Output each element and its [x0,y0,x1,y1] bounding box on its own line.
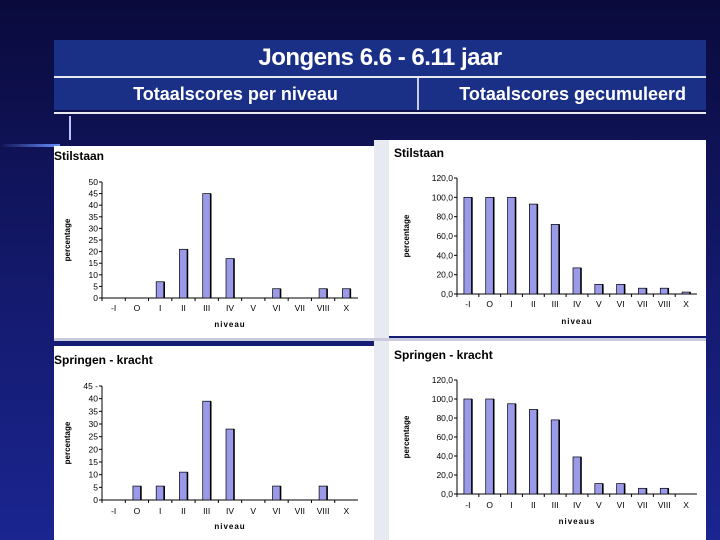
x-tick-label: I [510,500,513,510]
x-tick-label: -I [111,506,117,516]
chart-title: Springen - kracht [394,348,493,362]
x-tick-label: VII [294,506,306,516]
x-axis-label: niveaus [558,517,596,526]
bar [573,268,581,294]
y-tick-label: 45 [88,188,98,199]
x-tick-label: O [486,299,494,309]
x-tick-label: V [595,299,602,309]
y-tick-label: 10 [88,469,98,480]
x-tick-label: II [181,506,186,516]
bar [342,289,350,298]
x-tick-label: O [486,500,494,510]
bar [660,488,668,494]
bar [226,429,234,500]
x-tick-label: VIII [657,299,671,309]
y-tick-label: 20 [88,444,98,455]
chart-panel-springen-per-niveau [54,346,374,540]
x-tick-label: -I [465,500,471,510]
x-tick-label: IV [225,303,235,313]
bar [551,420,559,494]
chart-title: Stilstaan [394,146,445,160]
x-tick-label: III [551,299,559,309]
y-tick-label: 80,0 [436,413,453,423]
y-axis-label: percentage [402,415,411,459]
y-tick-label: 20,0 [436,269,453,280]
chart-panel-stilstaan-gecumuleerd [389,140,706,336]
x-tick-label: X [343,506,350,516]
y-tick-label: 35 [88,211,98,222]
y-tick-label: 5 [93,482,98,493]
y-tick-label: 45 - [83,381,98,391]
x-tick-label: VIII [316,303,330,313]
x-tick-label: VII [637,500,648,510]
x-tick-label: VIII [316,506,330,516]
bar [319,486,327,500]
x-axis-label: niveau [561,317,593,326]
y-tick-label: 0 [93,293,98,303]
bar [595,484,603,494]
x-tick-label: VII [637,299,648,309]
bar [529,204,537,294]
x-tick-label: I [158,303,162,313]
x-axis-label: niveau [214,522,246,531]
y-tick-label: 20,0 [436,470,453,480]
y-tick-label: 25 [88,235,98,245]
y-tick-label: 100,0 [431,394,453,404]
bar [133,486,141,500]
x-tick-label: V [595,500,602,510]
bar [660,288,668,294]
column-header-left: Totaalscores per niveau [133,84,338,104]
bar [273,486,281,500]
chart-svg [54,346,374,540]
x-tick-label: I [158,506,162,516]
chart-svg [54,146,374,338]
x-tick-label: IV [225,506,235,516]
column-header-right: Totaalscores gecumuleerd [459,84,686,104]
chart-panel-stilstaan-per-niveau [54,146,374,338]
x-tick-label: VII [294,303,306,313]
y-tick-label: 15 [88,457,98,467]
bar [682,292,690,294]
y-tick-label: 60,0 [436,432,453,442]
bar [464,197,472,294]
bar [203,401,211,500]
x-tick-label: O [133,506,141,516]
x-tick-label: III [203,303,211,313]
x-tick-label: III [203,506,211,516]
y-tick-label: 40,0 [436,451,453,461]
x-tick-label: IV [572,500,582,510]
x-tick-label: -I [465,299,471,309]
accent-line-vertical [69,116,71,140]
y-tick-label: 40,0 [436,250,453,261]
y-tick-label: 80,0 [436,211,453,222]
chart-title: Stilstaan [54,149,105,163]
bar [486,399,494,494]
y-tick-label: 40 [88,200,98,211]
bar [595,284,603,294]
x-tick-label: X [343,303,350,313]
y-tick-label: 60,0 [436,231,453,241]
bar [156,282,164,298]
bar [551,224,559,294]
y-tick-label: 0,0 [441,489,453,499]
chart-title: Springen - kracht [54,353,153,367]
chart-panel-springen-gecumuleerd [389,340,706,540]
bar [638,488,646,494]
bar [464,399,472,494]
bar [573,457,581,494]
x-tick-label: IV [572,299,582,309]
bar [508,404,516,494]
x-tick-label: III [551,500,559,510]
y-tick-label: 0 [93,495,98,505]
bar [529,409,537,494]
bar [203,194,211,298]
bar [486,197,494,294]
x-tick-label: II [530,299,536,309]
x-tick-label: VI [616,299,625,309]
x-tick-label: VI [272,303,281,313]
y-tick-label: 120,0 [431,375,453,385]
bar [319,289,327,298]
bar [179,249,187,298]
y-tick-label: 40 [88,393,98,404]
y-tick-label: 100,0 [431,192,453,203]
bar [508,197,516,294]
y-tick-label: 35 [88,406,98,417]
bar [226,259,234,298]
y-tick-label: 20 [88,246,98,257]
x-tick-label: O [133,303,141,313]
accent-line-horizontal [0,144,60,147]
x-tick-label: X [683,500,689,510]
y-tick-label: 50 [88,177,98,187]
y-tick-label: 10 [88,269,98,280]
column-header-bar [54,78,706,110]
y-tick-label: 15 [88,258,98,269]
x-axis-label: niveau [214,320,246,329]
panel-separator-horizontal [54,338,706,341]
title-rule-bottom [54,112,706,114]
x-tick-label: II [530,500,536,510]
bar [156,486,164,500]
bar [617,284,625,294]
y-tick-label: 5 [93,281,98,292]
x-tick-label: V [250,303,257,313]
bar [638,288,646,294]
x-tick-label: II [181,303,186,313]
x-tick-label: V [250,506,257,516]
y-tick-label: 25 [88,431,98,442]
y-tick-label: 0,0 [441,289,453,299]
x-tick-label: -I [111,303,117,313]
x-tick-label: VIII [657,500,671,510]
y-tick-label: 30 [88,419,98,429]
chart-svg [389,140,706,336]
x-tick-label: I [510,299,513,309]
x-tick-label: X [683,299,689,309]
bar [617,484,625,494]
bar [273,289,281,298]
chart-svg [389,340,706,540]
y-axis-label: percentage [63,421,72,465]
slide-title: Jongens 6.6 - 6.11 jaar [54,40,706,76]
y-tick-label: 120,0 [431,173,453,183]
y-axis-label: percentage [63,218,72,262]
y-axis-label: percentage [402,214,411,258]
y-tick-label: 30 [88,223,98,234]
x-tick-label: VI [272,506,281,516]
bar [179,472,187,500]
x-tick-label: VI [616,500,625,510]
